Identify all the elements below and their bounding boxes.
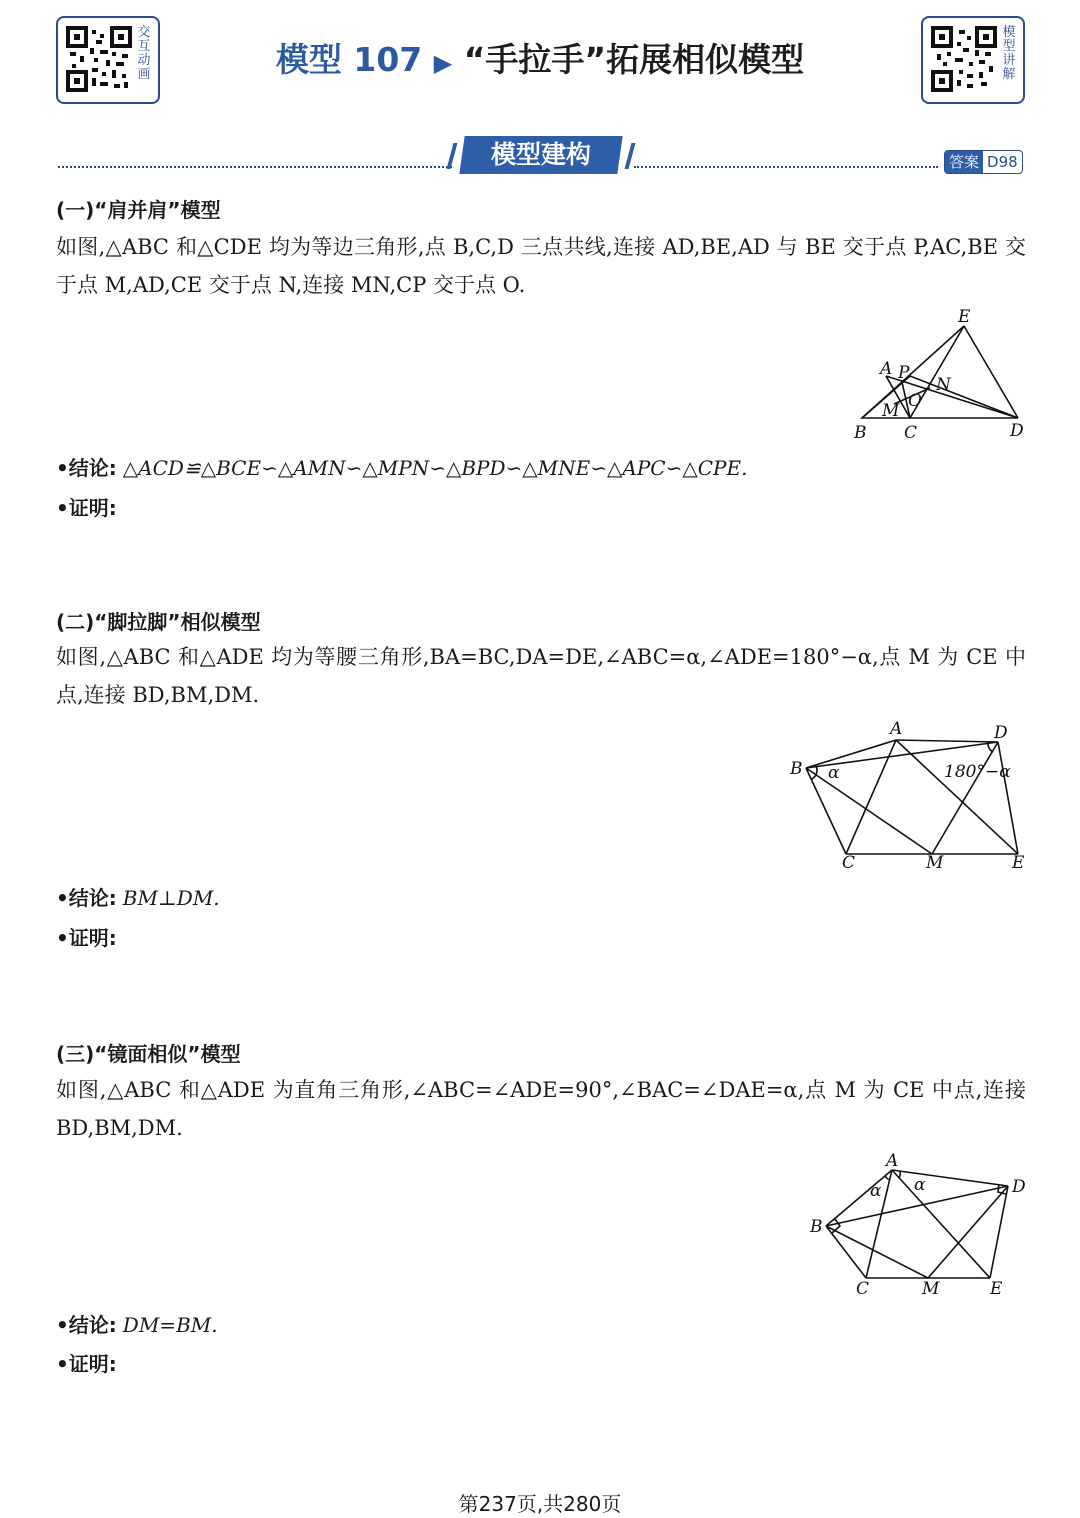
line-ae bbox=[896, 740, 1018, 854]
answer-reference-badge bbox=[944, 150, 1023, 174]
line-ad bbox=[892, 1170, 1008, 1186]
divider-right bbox=[634, 166, 938, 168]
label-B: B bbox=[854, 423, 867, 443]
label-B: B bbox=[810, 1217, 823, 1237]
section-1-text: 如图,△ABC 和△CDE 均为等边三角形,点 B,C,D 三点共线,连接 AD,BE,AD 与 BE 交于点 P,AC,BE 交于点 M,AD,CE 交于点 N,连接 MN,CP 交于点 O. bbox=[56, 235, 1026, 297]
title-prefix: 模型 bbox=[275, 40, 342, 79]
label-B: B bbox=[790, 759, 803, 779]
bullet: • bbox=[56, 496, 69, 520]
play-triangle-icon: ▶ bbox=[433, 49, 453, 77]
conclusion-label: 结论: bbox=[68, 886, 117, 910]
answer-label: 答案 bbox=[945, 151, 983, 173]
page-footer: 第237页,共280页 bbox=[458, 1492, 622, 1516]
proof-label: 证明: bbox=[68, 1352, 117, 1376]
angle-arc-bac bbox=[885, 1176, 890, 1180]
label-D: D bbox=[1010, 421, 1024, 441]
title-number: 107 bbox=[353, 40, 423, 79]
label-M: M bbox=[922, 1279, 940, 1299]
label-M: M bbox=[926, 853, 944, 873]
section-3-text: 如图,△ABC 和△ADE 为直角三角形,∠ABC=∠ADE=90°,∠BAC=∠DAE=α,点 M 为 CE 中点,连接 BD,BM,DM. bbox=[56, 1078, 1026, 1140]
label-C: C bbox=[856, 1279, 870, 1299]
qr-left-label: 交互动画 bbox=[137, 25, 151, 82]
line-ab bbox=[826, 1170, 892, 1226]
title-text: “手拉手”拓展相似模型 bbox=[463, 40, 805, 79]
label-P: P bbox=[898, 363, 910, 383]
section-1-heading: (一)“肩并肩”模型 bbox=[56, 198, 221, 222]
figure-shoulder-model bbox=[846, 304, 1036, 444]
label-alpha-b: α bbox=[828, 763, 840, 783]
bullet: • bbox=[56, 1352, 69, 1376]
line-de bbox=[990, 1186, 1008, 1278]
section-banner-label: 模型建构 bbox=[490, 140, 591, 169]
bullet: • bbox=[56, 926, 69, 950]
label-N: N bbox=[936, 375, 951, 395]
label-E: E bbox=[958, 307, 971, 327]
line-ad bbox=[896, 740, 998, 742]
label-D: D bbox=[1012, 1177, 1026, 1197]
bullet: • bbox=[56, 456, 69, 480]
label-alpha-right: α bbox=[914, 1175, 926, 1195]
label-180-alpha: 180°−α bbox=[944, 762, 1011, 782]
conclusion-label: 结论: bbox=[68, 456, 117, 480]
conclusion-value: BM⊥DM. bbox=[122, 886, 220, 910]
section-1-conclusion bbox=[56, 452, 747, 481]
label-C: C bbox=[842, 853, 856, 873]
label-O: O bbox=[908, 391, 922, 411]
figure-foot-model bbox=[786, 718, 1036, 878]
section-1-proof bbox=[56, 492, 117, 521]
label-D: D bbox=[994, 723, 1008, 743]
section-2-text: 如图,△ABC 和△ADE 均为等腰三角形,BA=BC,DA=DE,∠ABC=α,∠ADE=180°−α,点 M 为 CE 中点,连接 BD,BM,DM. bbox=[56, 645, 1026, 707]
line-dm bbox=[932, 742, 998, 854]
section-2-heading: (二)“脚拉脚”相似模型 bbox=[56, 610, 261, 634]
banner-deco-left bbox=[447, 143, 458, 169]
qr-right-label: 模型讲解 bbox=[1002, 25, 1016, 82]
proof-label: 证明: bbox=[68, 496, 117, 520]
angle-arc-dae bbox=[899, 1171, 900, 1178]
section-banner bbox=[459, 136, 622, 174]
label-A: A bbox=[886, 1151, 899, 1171]
proof-label: 证明: bbox=[68, 926, 117, 950]
section-3-heading: (三)“镜面相似”模型 bbox=[56, 1042, 241, 1066]
section-3-proof bbox=[56, 1348, 117, 1377]
bullet: • bbox=[56, 886, 69, 910]
conclusion-label: 结论: bbox=[68, 1313, 117, 1337]
label-A: A bbox=[890, 719, 903, 739]
answer-ref: D98 bbox=[987, 153, 1018, 171]
conclusion-value: △ACD≌△BCE∽△AMN∽△MPN∽△BPD∽△MNE∽△APC∽△CPE. bbox=[122, 456, 748, 480]
label-C: C bbox=[904, 423, 918, 443]
page-title bbox=[0, 34, 1080, 81]
line-ba bbox=[806, 740, 896, 768]
section-2-proof bbox=[56, 922, 117, 951]
label-A: A bbox=[880, 359, 893, 379]
bullet: • bbox=[56, 1313, 69, 1337]
line-bm bbox=[806, 768, 932, 854]
line-dm bbox=[928, 1186, 1008, 1278]
line-bc bbox=[826, 1226, 866, 1278]
section-3-conclusion bbox=[56, 1309, 218, 1338]
figure-mirror-model bbox=[806, 1150, 1038, 1302]
label-M: M bbox=[882, 401, 900, 421]
conclusion-value: DM=BM. bbox=[122, 1313, 218, 1337]
label-alpha-left: α bbox=[870, 1181, 882, 1201]
label-E: E bbox=[990, 1279, 1003, 1299]
divider-left bbox=[58, 166, 452, 168]
section-2-conclusion bbox=[56, 882, 220, 911]
label-E: E bbox=[1012, 853, 1025, 873]
